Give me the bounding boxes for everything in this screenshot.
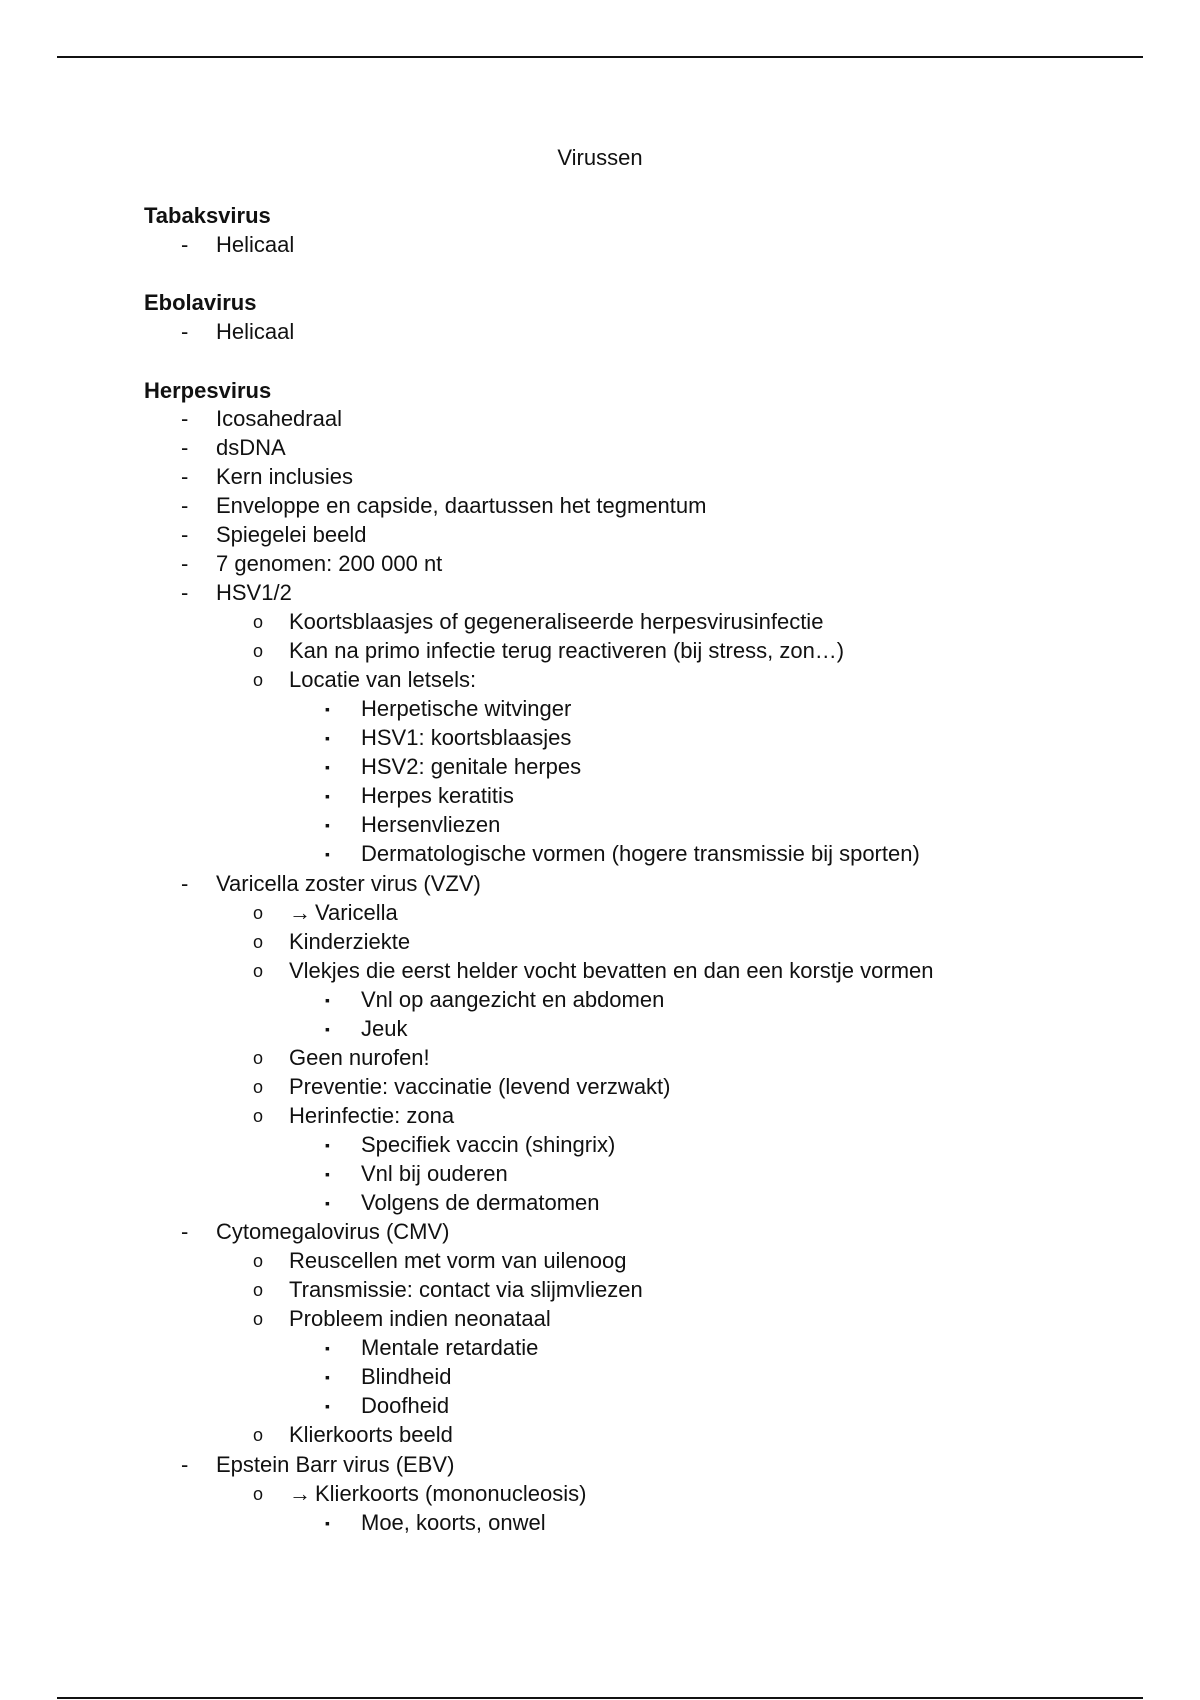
section-heading-herpesvirus: Herpesvirus bbox=[144, 378, 272, 403]
list-item-text: HSV1: koortsblaasjes bbox=[361, 725, 572, 750]
list-item bbox=[181, 405, 342, 433]
list-item-text: Epstein Barr virus (EBV) bbox=[216, 1452, 455, 1477]
list-item-text: Helicaal bbox=[216, 232, 295, 257]
circle-bullet: o bbox=[253, 612, 264, 632]
list-item-text: Mentale retardatie bbox=[361, 1335, 539, 1360]
list-item bbox=[253, 1247, 627, 1275]
list-item bbox=[325, 1334, 539, 1362]
list-item bbox=[325, 986, 665, 1014]
list-item-text: 7 genomen: 200 000 nt bbox=[216, 551, 443, 576]
square-bullet: ▪ bbox=[325, 1166, 330, 1182]
list-item bbox=[253, 1421, 453, 1449]
list-item bbox=[181, 318, 295, 346]
circle-bullet: o bbox=[253, 1484, 264, 1504]
list-item bbox=[253, 928, 411, 956]
list-item-text: Varicella bbox=[315, 900, 398, 925]
list-item bbox=[181, 1218, 450, 1246]
list-item-text: Varicella zoster virus (VZV) bbox=[216, 871, 481, 896]
list-item-text: Dermatologische vormen (hogere transmissie bij sporten) bbox=[361, 841, 920, 866]
circle-bullet: o bbox=[253, 1309, 264, 1329]
circle-bullet: o bbox=[253, 641, 264, 661]
list-item-text: Kinderziekte bbox=[289, 929, 411, 954]
list-item bbox=[253, 1102, 455, 1130]
list-item bbox=[253, 957, 934, 985]
square-bullet: ▪ bbox=[325, 1137, 330, 1153]
dash-bullet: - bbox=[181, 319, 189, 344]
square-bullet: ▪ bbox=[325, 1021, 330, 1037]
list-item-text: Probleem indien neonataal bbox=[289, 1306, 551, 1331]
square-bullet: ▪ bbox=[325, 1195, 330, 1211]
circle-bullet: o bbox=[253, 1048, 264, 1068]
list-item-text: Jeuk bbox=[361, 1016, 408, 1041]
list-item bbox=[325, 695, 572, 723]
list-item-text: Geen nurofen! bbox=[289, 1045, 430, 1070]
list-item-text: Moe, koorts, onwel bbox=[361, 1510, 546, 1535]
dash-bullet: - bbox=[181, 551, 189, 576]
square-bullet: ▪ bbox=[325, 730, 330, 746]
list-item bbox=[181, 521, 367, 549]
list-item bbox=[181, 1451, 455, 1479]
list-item-text: Herinfectie: zona bbox=[289, 1103, 455, 1128]
list-item-text: Specifiek vaccin (shingrix) bbox=[361, 1132, 616, 1157]
list-item bbox=[325, 1509, 546, 1537]
dash-bullet: - bbox=[181, 493, 189, 518]
dash-bullet: - bbox=[181, 1219, 189, 1244]
circle-bullet: o bbox=[253, 1106, 264, 1126]
square-bullet: ▪ bbox=[325, 1515, 330, 1531]
list-item bbox=[181, 434, 286, 462]
dash-bullet: - bbox=[181, 871, 189, 896]
list-item bbox=[181, 463, 353, 491]
list-item-text: Vlekjes die eerst helder vocht bevatten en dan een korstje vormen bbox=[289, 958, 934, 983]
list-item-text: Reuscellen met vorm van uilenoog bbox=[289, 1248, 627, 1273]
list-item bbox=[325, 1392, 450, 1420]
list-item bbox=[325, 724, 572, 752]
list-item bbox=[325, 811, 501, 839]
list-item bbox=[253, 666, 477, 694]
square-bullet: ▪ bbox=[325, 1340, 330, 1356]
dash-bullet: - bbox=[181, 435, 189, 460]
dash-bullet: - bbox=[181, 464, 189, 489]
square-bullet: ▪ bbox=[325, 788, 330, 804]
circle-bullet: o bbox=[253, 670, 264, 690]
page-title: Virussen bbox=[557, 145, 643, 170]
square-bullet: ▪ bbox=[325, 817, 330, 833]
list-item bbox=[253, 1276, 643, 1304]
section-heading-tabaksvirus: Tabaksvirus bbox=[144, 203, 271, 228]
list-item-text: HSV1/2 bbox=[216, 580, 292, 605]
list-item bbox=[253, 1480, 587, 1508]
list-item bbox=[325, 1363, 452, 1391]
list-item-text: Transmissie: contact via slijmvliezen bbox=[289, 1277, 643, 1302]
dash-bullet: - bbox=[181, 522, 189, 547]
list-item-text: Cytomegalovirus (CMV) bbox=[216, 1219, 450, 1244]
list-item-text: Herpetische witvinger bbox=[361, 696, 572, 721]
list-item bbox=[253, 608, 824, 636]
list-item bbox=[325, 1131, 616, 1159]
arrow-right-icon: → bbox=[289, 900, 311, 925]
list-item-text: HSV2: genitale herpes bbox=[361, 754, 582, 779]
bottom-rule bbox=[57, 1697, 1143, 1699]
list-item bbox=[253, 1305, 551, 1333]
list-item-text: Vnl op aangezicht en abdomen bbox=[361, 987, 665, 1012]
square-bullet: ▪ bbox=[325, 1369, 330, 1385]
list-item-text: Klierkoorts (mononucleosis) bbox=[315, 1481, 587, 1506]
circle-bullet: o bbox=[253, 932, 264, 952]
square-bullet: ▪ bbox=[325, 701, 330, 717]
list-item-text: Volgens de dermatomen bbox=[361, 1190, 600, 1215]
circle-bullet: o bbox=[253, 1077, 264, 1097]
list-item-text: Helicaal bbox=[216, 319, 295, 344]
dash-bullet: - bbox=[181, 1452, 189, 1477]
list-item bbox=[325, 782, 514, 810]
list-item bbox=[253, 637, 845, 665]
list-item-text: dsDNA bbox=[216, 435, 286, 460]
top-rule bbox=[57, 56, 1143, 58]
dash-bullet: - bbox=[181, 406, 189, 431]
list-item bbox=[253, 1044, 430, 1072]
arrow-right-icon: → bbox=[289, 1481, 311, 1506]
list-item-text: Spiegelei beeld bbox=[216, 522, 367, 547]
list-item bbox=[325, 840, 920, 868]
list-item-text: Koortsblaasjes of gegeneraliseerde herpesvirusinfectie bbox=[289, 609, 824, 634]
list-item-text: Preventie: vaccinatie (levend verzwakt) bbox=[289, 1074, 671, 1099]
list-item bbox=[325, 1189, 600, 1217]
list-item bbox=[253, 1073, 671, 1101]
list-item bbox=[181, 231, 295, 259]
list-item bbox=[181, 492, 707, 520]
list-item-text: Doofheid bbox=[361, 1393, 450, 1418]
dash-bullet: - bbox=[181, 580, 189, 605]
list-item-text: Locatie van letsels: bbox=[289, 667, 477, 692]
list-item-text: Enveloppe en capside, daartussen het tegmentum bbox=[216, 493, 707, 518]
list-item-text: Klierkoorts beeld bbox=[289, 1422, 453, 1447]
list-item bbox=[325, 1160, 508, 1188]
list-item-text: Kan na primo infectie terug reactiveren (bij stress, zon…) bbox=[289, 638, 845, 663]
list-item bbox=[181, 550, 443, 578]
circle-bullet: o bbox=[253, 1280, 264, 1300]
list-item-text: Icosahedraal bbox=[216, 406, 342, 431]
circle-bullet: o bbox=[253, 1425, 264, 1445]
list-item-text: Blindheid bbox=[361, 1364, 452, 1389]
circle-bullet: o bbox=[253, 1251, 264, 1271]
list-item-text: Hersenvliezen bbox=[361, 812, 501, 837]
list-item bbox=[181, 579, 292, 607]
list-item-text: Herpes keratitis bbox=[361, 783, 514, 808]
list-item-text: Vnl bij ouderen bbox=[361, 1161, 508, 1186]
circle-bullet: o bbox=[253, 903, 264, 923]
dash-bullet: - bbox=[181, 232, 189, 257]
list-item bbox=[181, 870, 481, 898]
list-item bbox=[325, 753, 582, 781]
list-item-text: Kern inclusies bbox=[216, 464, 353, 489]
list-item bbox=[325, 1015, 408, 1043]
section-heading-ebolavirus: Ebolavirus bbox=[144, 290, 257, 315]
square-bullet: ▪ bbox=[325, 759, 330, 775]
square-bullet: ▪ bbox=[325, 992, 330, 1008]
square-bullet: ▪ bbox=[325, 1398, 330, 1414]
square-bullet: ▪ bbox=[325, 846, 330, 862]
circle-bullet: o bbox=[253, 961, 264, 981]
list-item bbox=[253, 899, 398, 927]
